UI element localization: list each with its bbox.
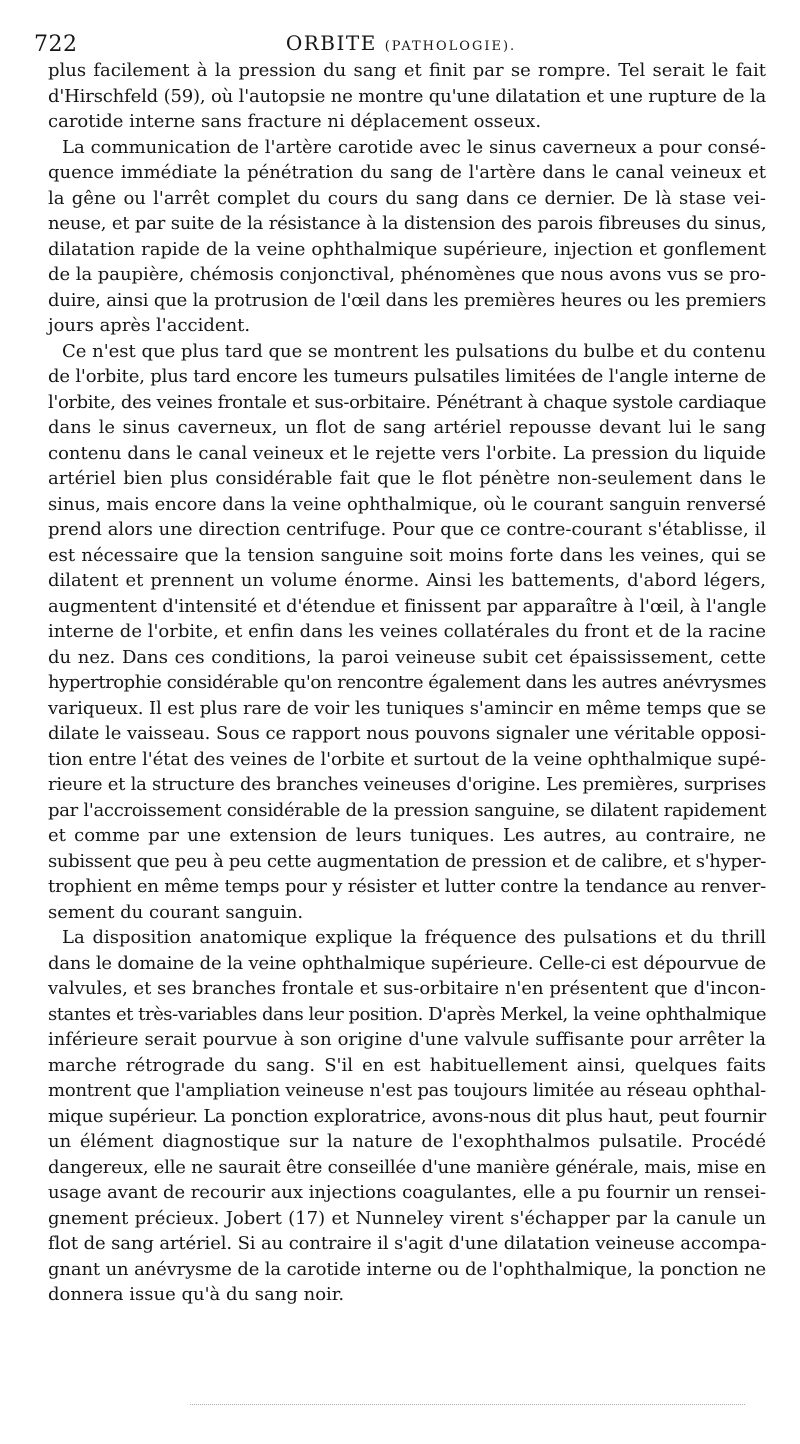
paragraph [48,339,766,926]
text-line: prend alors une direction centrifuge. Pour que ce contre-courant s'établisse, il [48,519,766,540]
text-line: donnera issue qu'à du sang noir. [48,1284,345,1305]
footer-rule [190,1404,745,1405]
text-line: duire, ainsi que la protrusion de l'œil dans les premières heures ou les premiers [48,289,767,311]
text-line: La communication de l'artère carotide avec le sinus caverneux a pour consé- [62,136,766,158]
text-line: dilatation rapide de la veine ophthalmique supérieure, injection et gonflement [48,238,766,260]
text-line: et comme par une extension de leurs tuniques. Les autres, au contraire, ne [48,825,766,846]
text-line: sinus, mais encore dans la veine ophthalmique, où le courant sanguin renversé [48,493,766,515]
text-line: valvules, et ses branches frontale et sus-orbitaire n'en présentent que d'incon- [48,978,766,999]
text-line: variqueux. Il est plus rare de voir les tuniques s'amincir en même temps que se [48,697,766,719]
text-line: carotide interne sans fracture ni déplacement osseux. [48,111,542,132]
body-text [48,58,766,1308]
text-line: dans le sinus caverneux, un flot de sang artériel repousse devant lui le sang [48,417,766,438]
text-line: un élément diagnostique sur la nature de l'exophthalmos pulsatile. Procédé [48,1131,766,1152]
text-line: hypertrophie considérable qu'on rencontre également dans les autres anévrysmes [48,672,767,693]
running-title-main: ORBITE [285,31,377,55]
paragraph [48,58,766,135]
text-line: de la paupière, chémosis conjonctival, phénomènes que nous avons vus se pro- [48,264,766,285]
text-line: la gêne ou l'arrêt complet du cours du sang dans ce dernier. De là stase vei- [48,187,766,209]
text-line: contenu dans le canal veineux et le rejette vers l'orbite. La pression du liquide [48,442,766,464]
text-line: par l'accroissement considérable de la pression sanguine, se dilatent rapidement [48,799,766,821]
text-line: du nez. Dans ces conditions, la paroi veineuse subit cet épaississement, cette [48,646,766,668]
text-line: gnement précieux. Jobert (17) et Nunneley virent s'échapper par la canule un [48,1207,766,1229]
text-line: dilate le vaisseau. Sous ce rapport nous pouvons signaler une véritable opposi- [48,723,766,744]
text-line: stantes et très-variables dans leur position. D'après Merkel, la veine ophthalmique [48,1003,767,1025]
text-line: inférieure serait pourvue à son origine d'une valvule suffisante pour arrêter la [48,1029,766,1050]
text-line: tion entre l'état des veines de l'orbite et surtout de la veine ophthalmique supé- [48,748,766,770]
text-line: de l'orbite, plus tard encore les tumeurs pulsatiles limitées de l'angle interne de [48,366,766,387]
text-line: Ce n'est que plus tard que se montrent les pulsations du bulbe et du contenu [62,340,766,362]
text-line: interne de l'orbite, et enfin dans les veines collatérales du front et de la racine [48,621,766,642]
text-line: d'Hirschfeld (59), où l'autopsie ne montre qu'une dilatation et une rupture de la [48,85,767,107]
text-line: est nécessaire que la tension sanguine soit moins forte dans les veines, qui se [48,544,766,566]
paragraph [48,925,766,1308]
text-line: mique supérieur. La ponction exploratrice, avons-nous dit plus haut, peut fournir [48,1105,766,1127]
text-line: marche rétrograde du sang. S'il en est habituellement ainsi, quelques faits [48,1054,766,1076]
text-line: jours après l'accident. [48,315,251,336]
text-line: subissent que peu à peu cette augmentation de pression et de calibre, et s'hyper- [48,850,766,872]
text-line: neuse, et par suite de la résistance à la distension des parois fibreuses du sinus, [48,213,767,234]
page-header [34,26,768,56]
text-line: usage avant de recourir aux injections coagulantes, elle a pu fournir un rensei- [48,1182,767,1203]
text-line: augmentent d'intensité et d'étendue et finissent par apparaître à l'œil, à l'angle [48,595,767,617]
text-line: l'orbite, des veines frontale et sus-orbitaire. Pénétrant à chaque systole cardiaque [48,391,766,413]
text-line: plus facilement à la pression du sang et finit par se rompre. Tel serait le fait [48,60,766,81]
text-line: artériel bien plus considérable fait que le flot pénètre non-seulement dans le [48,468,766,489]
text-line: dangereux, elle ne saurait être conseillée d'une manière générale, mais, mise en [48,1156,766,1178]
text-line: dans le domaine de la veine ophthalmique supérieure. Celle-ci est dépourvue de [48,952,766,974]
text-line: trophient en même temps pour y résister et lutter contre la tendance au renver- [48,876,767,897]
text-line: quence immédiate la pénétration du sang de l'artère dans le canal veineux et [48,162,766,183]
text-line: montrent que l'ampliation veineuse n'est pas toujours limitée au réseau ophthal- [48,1080,767,1101]
page-number: 722 [34,32,78,57]
text-line: flot de sang artériel. Si au contraire il s'agit d'une dilatation veineuse accompa- [48,1233,767,1254]
running-title [34,31,768,55]
text-line: dilatent et prennent un volume énorme. Ainsi les battements, d'abord légers, [48,570,766,591]
paragraph [48,135,766,339]
text-line: rieure et la structure des branches veineuses d'origine. Les premières, surprises [48,774,767,795]
text-line: sement du courant sanguin. [48,901,304,923]
text-line: gnant un anévrysme de la carotide interne ou de l'ophthalmique, la ponction ne [48,1258,767,1280]
running-title-sub: (PATHOLOGIE). [384,39,517,54]
text-line: La disposition anatomique explique la fréquence des pulsations et du thrill [62,927,766,948]
